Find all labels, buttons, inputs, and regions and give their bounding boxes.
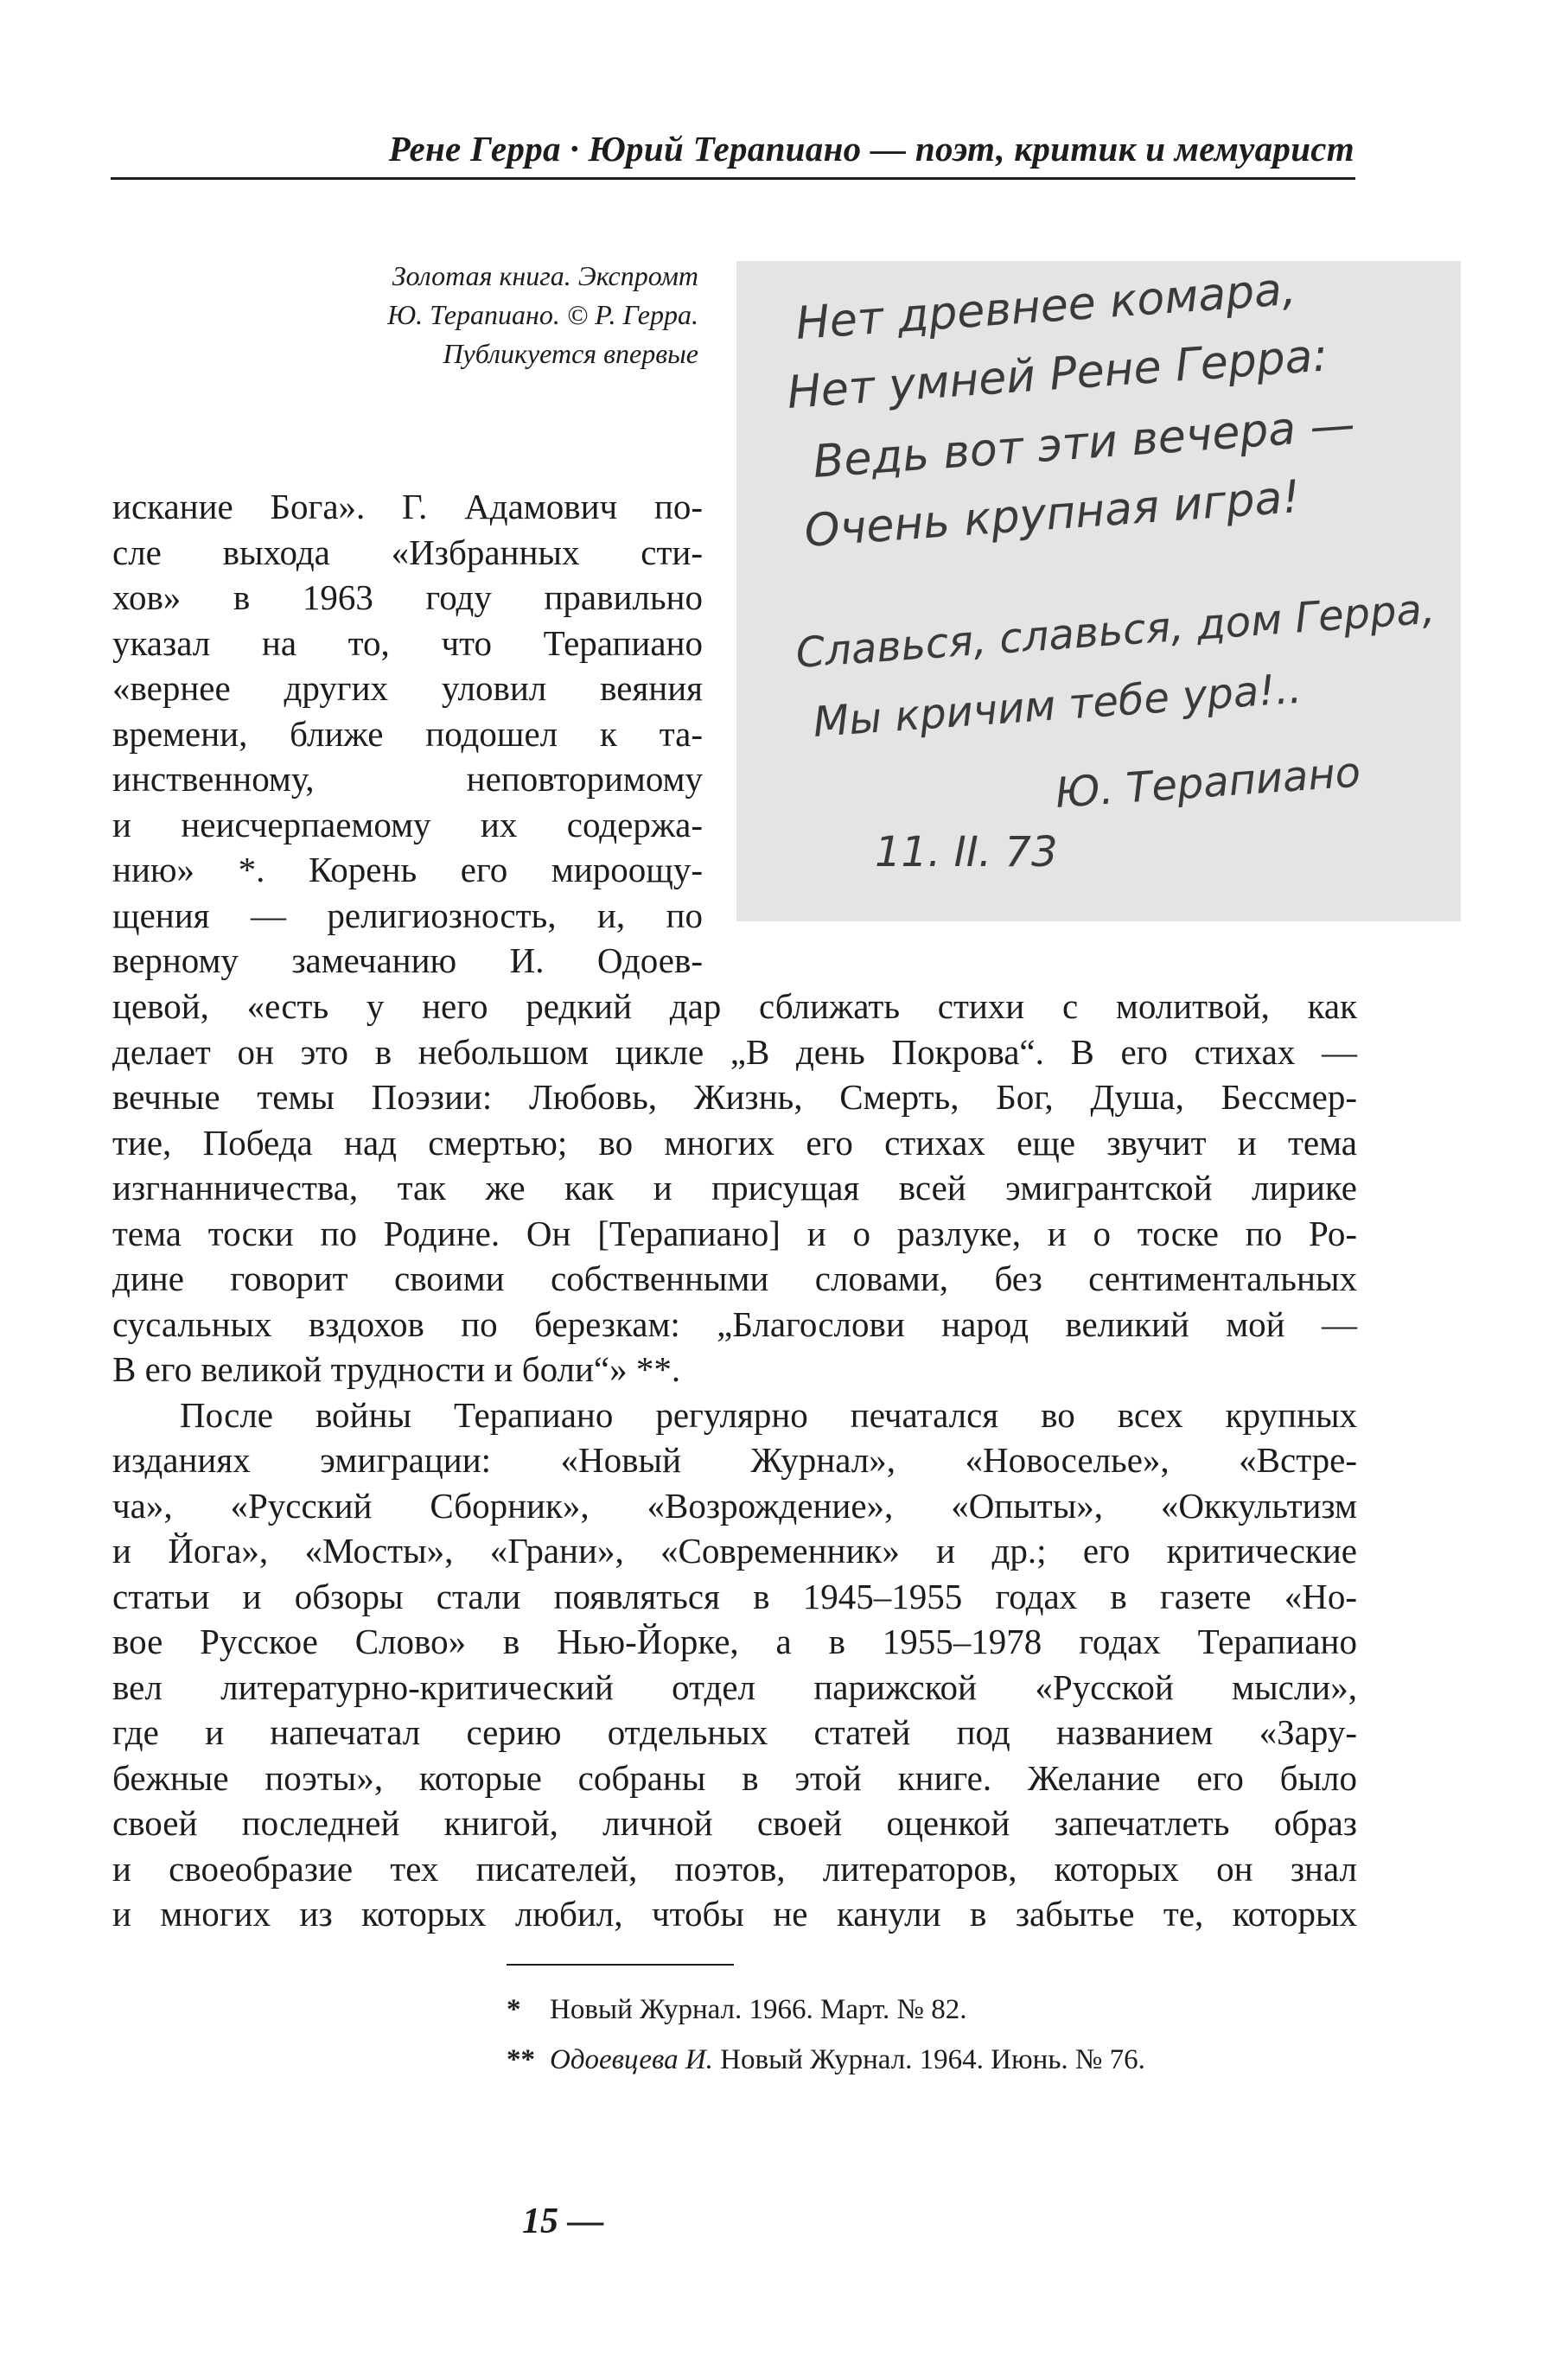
text-line: искание Бога». Г. Адамович по- [112,487,703,526]
text-line: вое Русское Слово» в Нью-Йорке, а в 1955–1978 годах Терапиано [112,1622,1357,1661]
text-line: После войны Терапиано регулярно печатался во всех крупных [180,1394,1357,1435]
text-line: и многих из которых любил, чтобы не канули в забытье те, которых [112,1894,1357,1934]
caption-line: Ю. Терапиано. © Р. Герра. [387,299,698,330]
footnotes [507,1985,1371,2085]
text-line: статьи и обзоры стали появляться в 1945–1955 годах в газете «Но- [112,1576,1357,1616]
handwritten-impromptu-image [736,261,1461,921]
handwritten-signature: Ю. Терапиано [1053,748,1362,818]
body-text-narrow [112,484,703,984]
footnote-rule [507,1964,734,1966]
text-line: цевой, «есть у него редкий дар сближать стихи с молитвой, как [112,986,1357,1026]
footnote-mark: ** [507,2044,535,2075]
text-line: своей последней книгой, личной своей оценкой запечатлеть образ [112,1803,1357,1843]
text-line: и неисчерпаемому их содержа- [112,804,703,844]
header-rule [111,177,1355,180]
handwriting-line: Ведь вот эти вечера — [811,398,1357,488]
text-line: делает он это в небольшом цикле „В день Покрова“. В его стихах — [112,1031,1357,1072]
body-text-wide [112,984,1357,1937]
text-line: тема тоски по Родине. Он [Терапиано] и о разлуке, и о тоске по Ро- [112,1213,1357,1253]
text-line: верному замечанию И. Одоев- [112,940,703,980]
handwriting-line: Мы кричим тебе ура!.. [811,664,1303,747]
handwriting-line: Нет древнее комара, [794,263,1298,350]
text-line: ча», «Русский Сборник», «Возрождение», «Опыты», «Оккультизм [112,1485,1357,1526]
page-number: 15 — [522,2202,604,2241]
text-line: где и напечатал серию отдельных статей под названием «Зару- [112,1712,1357,1752]
text-line: хов» в 1963 году правильно [112,577,703,617]
handwriting-line: Очень крупная игра! [802,471,1303,558]
text-line: дине говорит своими собственными словами, без сентиментальных [112,1259,1357,1298]
text-line: и Йога», «Мосты», «Грани», «Современник» и др.; его критические [112,1531,1357,1571]
footnote-text: Новый Журнал. 1966. Март. № 82. [550,1994,967,2025]
text-line: нию» *. Корень его мироощу- [112,850,703,889]
text-line: сусальных вздохов по березкам: „Благослови народ великий мой — [112,1303,1357,1344]
text-line: изгнанничества, так же как и присущая всей эмигрантской лирике [112,1168,1357,1208]
text-line: инственному, неповторимому [112,759,703,799]
text-line: времени, ближе подошел к та- [112,713,703,754]
text-line: щения — религиозность, и, по [112,895,703,935]
text-line: В его великой трудности и боли“» **. [112,1349,681,1389]
caption-line: Золотая книга. Экспромт [392,260,698,291]
handwritten-date: 11. II. 73 [875,828,1058,876]
photo-caption [190,257,698,373]
text-line: «вернее других уловил веяния [112,668,703,708]
text-line: вел литературно-критический отдел парижской «Русской мысли», [112,1666,1357,1707]
text-line: вечные темы Поэзии: Любовь, Жизнь, Смерть, Бог, Душа, Бессмер- [112,1077,1357,1117]
handwriting-line: Нет умней Рене Герра: [785,329,1329,419]
running-head: Рене Герра · Юрий Терапиано — поэт, критик и мемуарист [388,129,1354,169]
text-line: тие, Победа над смертью; во многих его стихах еще звучит и тема [112,1122,1357,1163]
footnote [507,1985,1371,2035]
footnote-mark: * [507,1994,521,2025]
footnote [507,2035,1371,2085]
text-line: указал на то, что Терапиано [112,622,703,663]
text-line: бежные поэты», которые собраны в этой книге. Желание его было [112,1757,1357,1798]
footnote-text: Новый Журнал. 1964. Июнь. № 76. [712,2044,1145,2075]
handwriting-line: Славься, славься, дом Герра, [794,584,1437,678]
footnote-author: Одоевцева И. [550,2044,713,2075]
text-line: сле выхода «Избранных сти- [112,532,703,572]
text-line: изданиях эмиграции: «Новый Журнал», «Новоселье», «Встре- [112,1440,1357,1480]
caption-line: Публикуется впервые [443,338,698,369]
text-line: и своеобразие тех писателей, поэтов, литераторов, которых он знал [112,1848,1357,1889]
